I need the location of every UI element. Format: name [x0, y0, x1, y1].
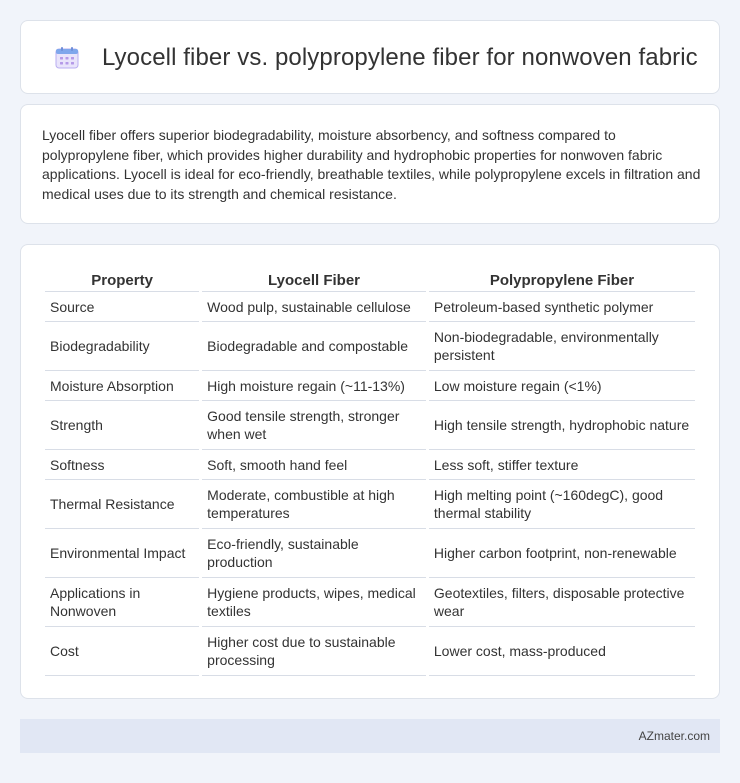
table-row [45, 371, 695, 401]
table-cell-lyocell: Biodegradable and compostable [202, 322, 426, 371]
table-row [45, 627, 695, 676]
table-cell-lyocell: Good tensile strength, stronger when wet [202, 401, 426, 450]
page-title: Lyocell fiber vs. polypropylene fiber for nonwoven fabric [102, 44, 698, 71]
table-row [45, 292, 695, 322]
table-cell-lyocell: Higher cost due to sustainable processing [202, 627, 426, 676]
table-row [45, 480, 695, 529]
footer-bar [20, 719, 720, 753]
comparison-table [42, 265, 698, 676]
table-cell-polypropylene: Higher carbon footprint, non-renewable [429, 529, 695, 578]
table-cell-polypropylene: Low moisture regain (<1%) [429, 371, 695, 401]
table-row [45, 450, 695, 480]
table-header-row [45, 265, 695, 292]
table-cell-property: Softness [45, 450, 199, 480]
table-row [45, 578, 695, 627]
table-cell-property: Thermal Resistance [45, 480, 199, 529]
table-row [45, 322, 695, 371]
calendar-icon [55, 47, 79, 69]
table-cell-lyocell: Hygiene products, wipes, medical textiles [202, 578, 426, 627]
summary-card [20, 104, 720, 224]
table-cell-polypropylene: High melting point (~160degC), good thermal stability [429, 480, 695, 529]
table-cell-lyocell: Soft, smooth hand feel [202, 450, 426, 480]
table-cell-polypropylene: Petroleum-based synthetic polymer [429, 292, 695, 322]
table-cell-lyocell: Eco-friendly, sustainable production [202, 529, 426, 578]
column-header-lyocell: Lyocell Fiber [202, 265, 426, 292]
column-header-property: Property [45, 265, 199, 292]
table-cell-property: Biodegradability [45, 322, 199, 371]
table-cell-lyocell: Wood pulp, sustainable cellulose [202, 292, 426, 322]
footer-site-link[interactable]: AZmater.com [638, 729, 710, 743]
table-cell-property: Source [45, 292, 199, 322]
comparison-table-card [20, 244, 720, 699]
column-header-polypropylene: Polypropylene Fiber [429, 265, 695, 292]
table-cell-property: Cost [45, 627, 199, 676]
table-row [45, 401, 695, 450]
table-cell-property: Moisture Absorption [45, 371, 199, 401]
title-card [20, 20, 720, 94]
table-cell-property: Strength [45, 401, 199, 450]
table-cell-polypropylene: High tensile strength, hydrophobic nature [429, 401, 695, 450]
table-cell-property: Environmental Impact [45, 529, 199, 578]
table-cell-polypropylene: Geotextiles, filters, disposable protective wear [429, 578, 695, 627]
table-cell-lyocell: High moisture regain (~11-13%) [202, 371, 426, 401]
table-cell-polypropylene: Lower cost, mass-produced [429, 627, 695, 676]
table-cell-lyocell: Moderate, combustible at high temperatures [202, 480, 426, 529]
table-cell-polypropylene: Less soft, stiffer texture [429, 450, 695, 480]
table-row [45, 529, 695, 578]
summary-text: Lyocell fiber offers superior biodegradability, moisture absorbency, and softness compared to polypropylene fiber, which provides higher durability and hydrophobic properties for nonwoven fabric applications. Lyocell is ideal for eco-friendly, breathable textiles, while polypropylene excels in filtration and medical uses due to its strength and chemical resistance. [42, 127, 701, 202]
table-cell-polypropylene: Non-biodegradable, environmentally persistent [429, 322, 695, 371]
table-cell-property: Applications in Nonwoven [45, 578, 199, 627]
